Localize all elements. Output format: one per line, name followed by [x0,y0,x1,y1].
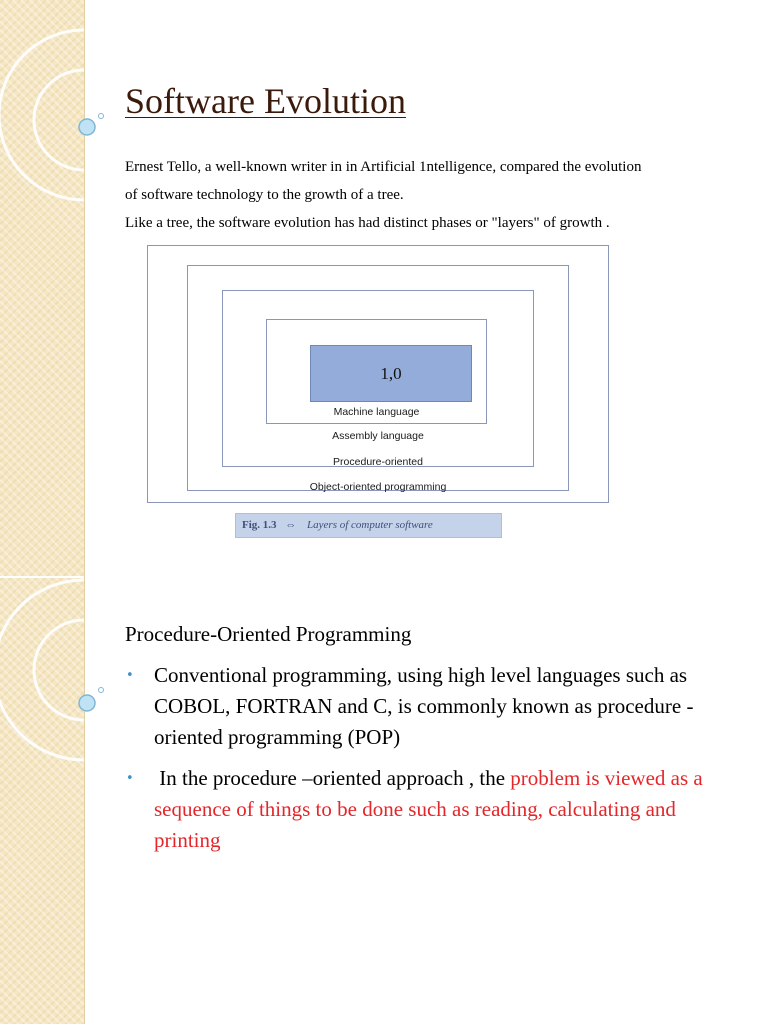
bullet-list [125,660,745,866]
ring-arc-icon [34,620,84,720]
bullet-icon: • [126,771,134,786]
layer-label-procedure: Procedure-oriented [333,456,423,468]
layer-label-object: Object-oriented programming [309,481,447,493]
ring-arc-icon [34,70,84,170]
small-bubble-icon [99,688,104,693]
list-item [125,660,745,753]
ring-arc-icon [0,580,84,760]
small-bubble-icon [99,114,104,119]
layer-label-assembly: Assembly language [332,430,424,442]
list-item [125,763,745,856]
bullet-text-highlight: problem is viewed as a sequence of things to be done such as reading, calculating and printing [154,766,703,852]
ring-arc-icon [0,30,84,200]
bubble-icon [79,695,95,711]
software-layers-figure [120,240,620,540]
layer-label-machine: Machine language [333,406,420,418]
bubble-icon [79,119,95,135]
figure-caption [235,513,502,538]
caption-fig-number: Fig. 1.3 [242,519,277,531]
caption-text: Layers of computer software [307,519,433,531]
bullet-text: In the procedure –oriented approach , the [154,766,511,790]
intro-text [125,153,745,237]
intro-line: Ernest Tello, a well-known writer in in Artificial 1ntelligence, compared the evolution [125,159,642,175]
bullet-text: Conventional programming, using high level languages such as COBOL, FORTRAN and C, is commonly known as procedure -oriented programming (POP) [154,663,694,749]
intro-line: Like a tree, the software evolution has had distinct phases or "layers" of growth . [125,215,610,231]
intro-line: of software technology to the growth of a tree. [125,187,404,203]
slide-title: Software Evolution [125,81,406,121]
section-heading: Procedure-Oriented Programming [125,622,412,646]
bullet-icon: • [126,668,134,683]
decorative-rings [0,0,130,1024]
binary-core-box: 1,0 [310,345,472,402]
caption-arrow-icon: ⇔ [285,519,297,531]
